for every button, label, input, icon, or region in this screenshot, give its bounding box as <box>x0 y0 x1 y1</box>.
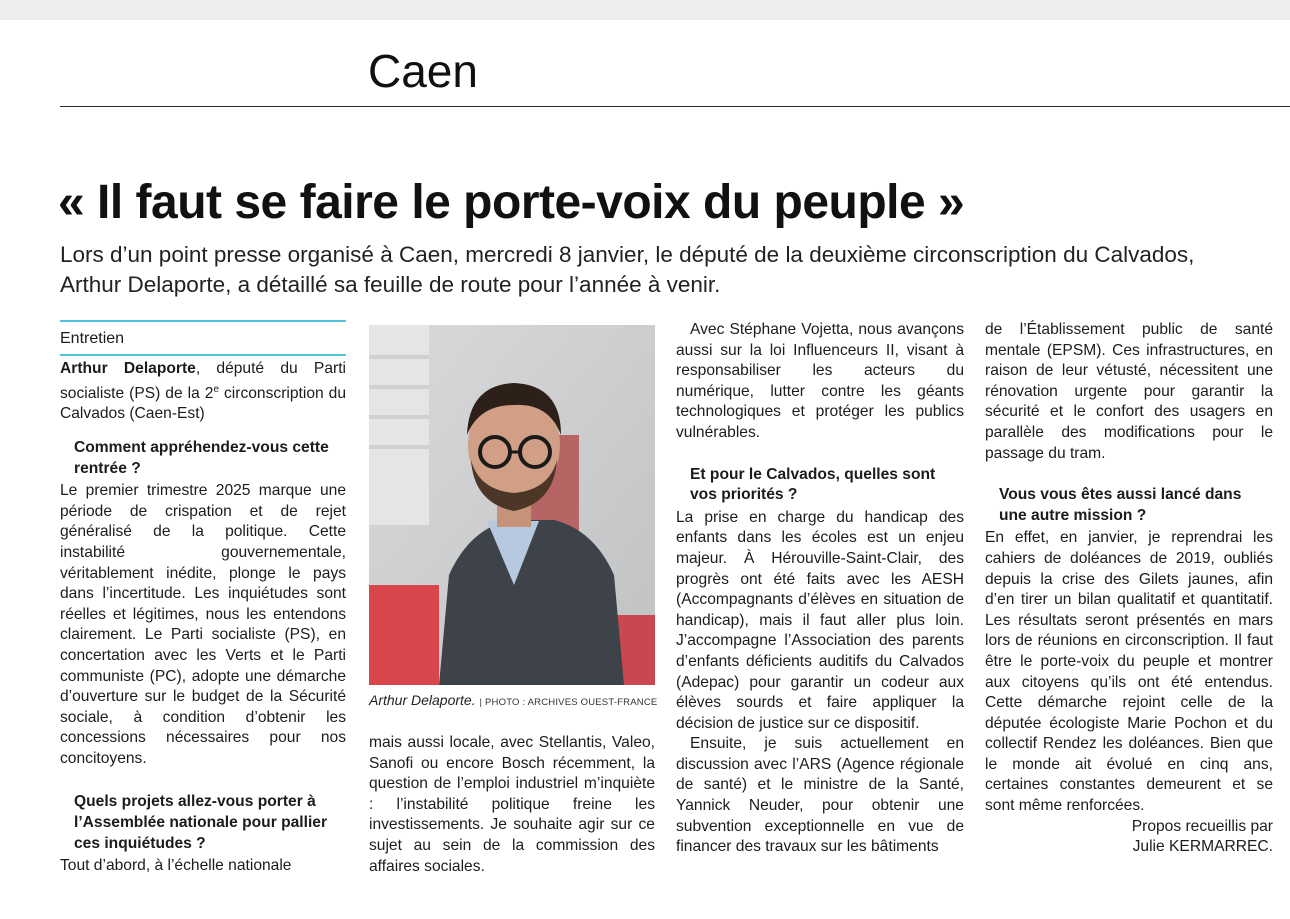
headline: « Il faut se faire le porte-voix du peuple » <box>58 176 965 229</box>
column-4 <box>985 320 1273 858</box>
answer-3-continued: de l’Établissement public de santé mentale (EPSM). Ces infrastructures, en raison de leur vétusté, nécessitent une rénovation urgente pour garantir la sécurité et le confort des usagers en parallèle des modifications pour le passage du tram. <box>985 321 1273 462</box>
question-2: Quels projets allez-vous porter à l’Assemblée nationale pour pallier ces inquiétudes ? <box>74 793 328 852</box>
caption-text: Arthur Delaporte. <box>369 692 476 708</box>
section-rule <box>60 106 1290 107</box>
intro-text-2: circonscription du Calvados (Caen-Est) <box>60 384 347 423</box>
answer-2-continued: mais aussi locale, avec Stellantis, Valeo, Sanofi ou encore Bosch récemment, la question de l’emploi industriel m’inquiète : l’instabilité politique freine les investissements. Je souhaite agir sur ce sujet au sein de la commission des affaires sociales. <box>369 734 655 875</box>
column-2 <box>369 733 655 877</box>
answer-3: La prise en charge du handicap des enfants dans les écoles est un enjeu majeur. À Hérouville-Saint-Clair, des progrès ont été faits avec les AESH (Accompagnants d’élèves en situation de handicap), mais il faut aller plus loin. J’accompagne l’Association des parents d’enfants déficients auditifs du Calvados (Adepac) pour garantir un codeur aux élèves sourds et faire appliquer la décision de justice sur ce dispositif. <box>676 508 964 732</box>
intro-text: , député du Parti socialiste (PS) de la 2 <box>60 360 346 402</box>
question-1: Comment appréhendez-vous cette rentrée ? <box>74 438 329 477</box>
kicker: Entretien <box>60 320 346 356</box>
question-4: Vous vous êtes aussi lancé dans une autre mission ? <box>999 486 1242 524</box>
column-3 <box>676 320 964 858</box>
answer-2-start: Tout d’abord, à l’échelle nationale <box>60 857 292 875</box>
answer-1: Le premier trimestre 2025 marque une période de crispation et de rejet généralisé de la politique. Cette instabilité gouvernementale, véritablement inédite, plonge le pays dans l’incertitude. Les inquiétudes sont réelles et légitimes, nous les entendons clairement. Le Parti socialiste (PS), en concertation avec les Verts et le Parti communiste (PC), adopte une démarche d’ouverture sur le budget de la Sécurité sociale, à condition d’obtenir les concessions nécessaires pour nos concitoyens. <box>60 482 346 767</box>
answer-4: En effet, en janvier, je reprendrai les cahiers de doléances de 2019, oubliés depuis la crise des Gilets jaunes, afin d’en tirer un bilan qualitatif et quantitatif. Les résultats seront présentés en mars lors de réunions en circonscription. Il faut être le porte-voix du peuple et montrer aux citoyens qu’ils ont été entendus. Cette démarche rejoint celle de la députée écologiste Marie Pochon et du collectif Rendez les doléances. Bien que le monde ait évolué en cinq ans, certaines constantes demeurent et se sont même renforcées. <box>985 529 1273 815</box>
signature-line-2: Julie KERMARREC. <box>1132 838 1273 856</box>
answer-2-paragraph-2: Avec Stéphane Vojetta, nous avançons aussi sur la loi Influenceurs II, visant à responsabiliser les acteurs du numérique, lutter contre les géants technologiques et protéger les publics vulnérables. <box>676 321 964 441</box>
photo-credit: | PHOTO : ARCHIVES OUEST-FRANCE <box>479 697 658 708</box>
signature-line-1: Propos recueillis par <box>1131 817 1273 835</box>
question-3: Et pour le Calvados, quelles sont vos priorités ? <box>690 465 936 504</box>
top-strip <box>0 0 1290 20</box>
author-name: Arthur Delaporte <box>60 360 196 377</box>
intro-sup: e <box>213 383 220 395</box>
answer-3-paragraph-2: Ensuite, je suis actuellement en discussion avec l’ARS (Agence régionale de santé) et le ministre de la Santé, Yannick Neuder, pour obtenir une subvention exceptionnelle en vue de financer des travaux sur les bâtiments <box>676 735 964 856</box>
column-1 <box>60 320 346 877</box>
portrait-photo <box>369 325 655 685</box>
section-title: Caen <box>368 45 478 97</box>
author-intro <box>60 359 346 425</box>
photo-caption <box>369 691 659 712</box>
lead-paragraph: Lors d’un point presse organisé à Caen, mercredi 8 janvier, le député de la deuxième circonscription du Calvados, Arthur Delaporte, a détaillé sa feuille de route pour l’année à venir. <box>60 242 1195 297</box>
